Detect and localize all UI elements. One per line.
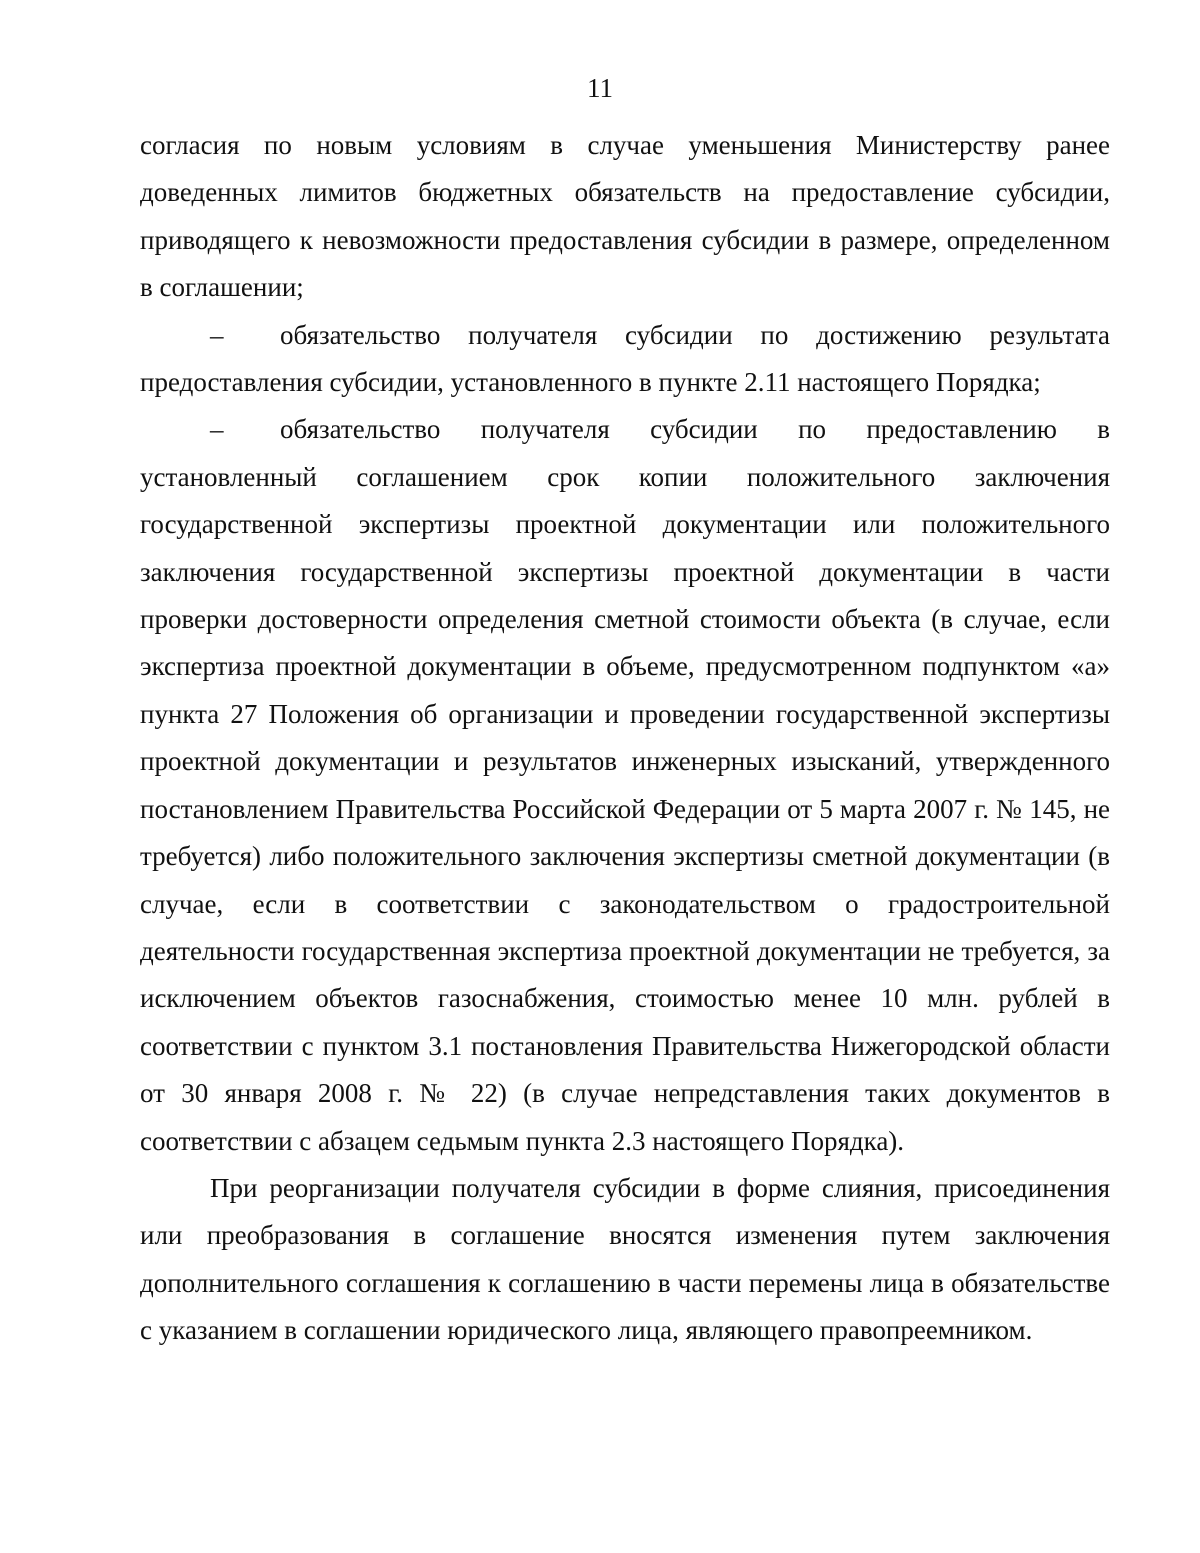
dash-marker: –	[210, 319, 224, 350]
paragraph-continuation: согласия по новым условиям в случае уменьшения Министерству ранее доведенных лимитов бюджетных обязательств на предоставление субсидии, приводящего к невозможности предоставления субсидии в размере, определенном в соглашении;	[140, 130, 1110, 303]
dash-marker: –	[210, 414, 224, 445]
paragraph-reorganization: При реорганизации получателя субсидии в форме слияния, присоединения или преобразования в соглашение вносятся изменения путем заключения дополнительного соглашения к соглашению в части перемены лица в обязательстве с указанием в соглашении юридического лица, являющего правопреемником.	[140, 1172, 1110, 1346]
list-item-text: обязательство получателя субсидии по достижению результата предоставления субсидии, установленного в пункте 2.11 настоящего Порядка;	[140, 319, 1110, 398]
document-body	[140, 122, 1110, 1355]
list-item-text: обязательство получателя субсидии по предоставлению в установленный соглашением срок копии положительного заключения государственной экспертизы проектной документации или положительного заключения государственной экспертизы проектной документации в части проверки достоверности определения сметной стоимости объекта (в случае, если экспертиза проектной документации в объеме, предусмотренном подпунктом «а» пункта 27 Положения об организации и проведении государственной экспертизы проектной документации и результатов инженерных изысканий, утвержденного постановлением Правительства Российской Федерации от 5 марта 2007 г. № 145, не требуется) либо положительного заключения экспертизы сметной документации (в случае, если в соответствии с законодательством о градостроительной деятельности государственная экспертиза проектной документации не требуется, за исключением объектов газоснабжения, стоимостью менее 10 млн. рублей в соответствии с пунктом 3.1 постановления Правительства Нижегородской области от 30 января 2008 г. № 22) (в случае непредставления таких документов в соответствии с абзацем седьмым пункта 2.3 настоящего Порядка).	[140, 414, 1110, 1156]
list-item-expertise-obligation	[140, 406, 1110, 1165]
page-number: 11	[587, 73, 613, 103]
list-item-result-obligation	[140, 312, 1110, 407]
